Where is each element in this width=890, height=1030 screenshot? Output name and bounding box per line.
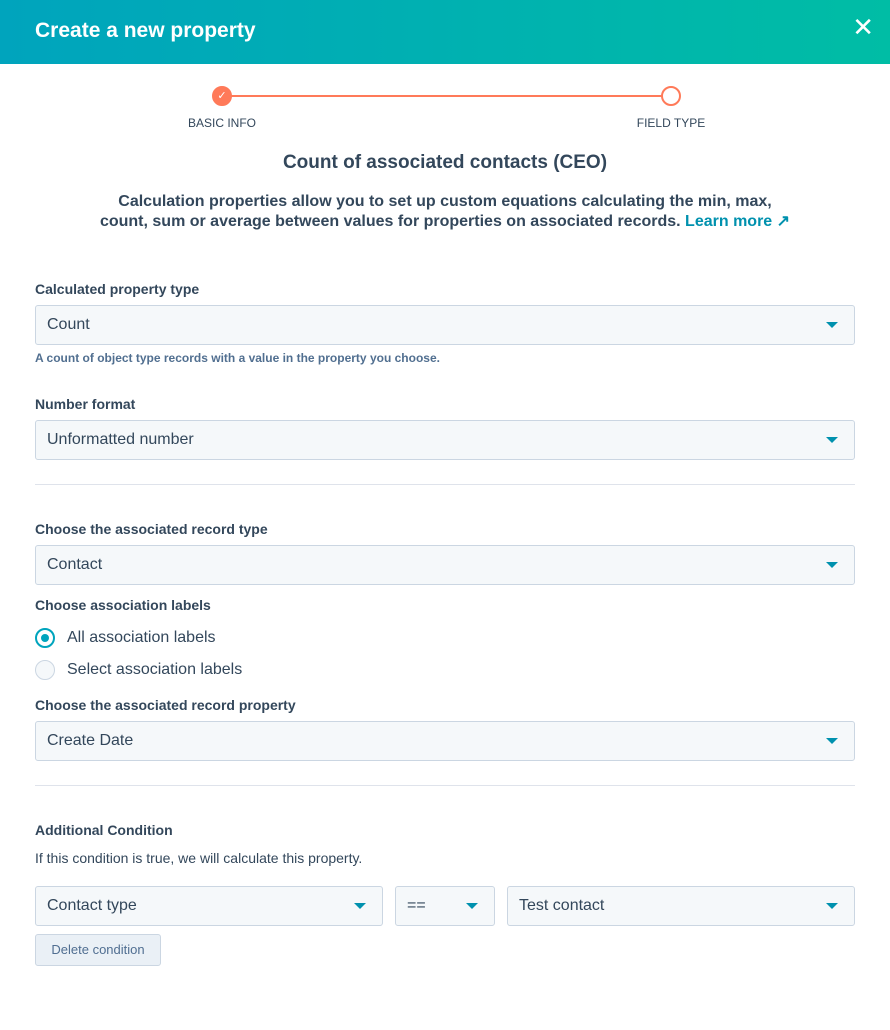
condition-field-value: Contact type xyxy=(47,897,137,914)
calc-type-help: A count of object type records with a value in the property you choose. xyxy=(35,351,440,365)
record-property-value: Create Date xyxy=(47,732,134,749)
description-text: Calculation properties allow you to set up custom equations calculating the min, max, count, sum or average between values for properties on associated records. xyxy=(99,193,772,230)
chevron-down-icon xyxy=(826,562,838,568)
calc-type-value: Count xyxy=(47,316,90,333)
record-type-label: Choose the associated record type xyxy=(35,521,268,537)
radio-all-association-labels[interactable] xyxy=(35,628,216,648)
stepper-line xyxy=(222,95,671,97)
chevron-down-icon xyxy=(826,738,838,744)
condition-text: If this condition is true, we will calculate this property. xyxy=(35,850,363,866)
condition-label: Additional Condition xyxy=(35,822,173,838)
learn-more-text: Learn more xyxy=(685,213,773,230)
description xyxy=(95,192,795,232)
divider xyxy=(35,785,855,786)
record-type-value: Contact xyxy=(47,556,103,573)
divider xyxy=(35,484,855,485)
condition-field-select[interactable] xyxy=(35,886,383,926)
step-circle-icon xyxy=(661,86,681,106)
number-format-label: Number format xyxy=(35,396,136,412)
chevron-down-icon xyxy=(826,437,838,443)
condition-value-select[interactable] xyxy=(507,886,855,926)
record-property-select[interactable] xyxy=(35,721,855,761)
external-link-icon: ↗ xyxy=(776,213,791,230)
step-field-type: FIELD TYPE xyxy=(636,116,706,130)
condition-operator-value: == xyxy=(407,897,426,914)
condition-value-value: Test contact xyxy=(519,897,605,914)
assoc-labels-label: Choose association labels xyxy=(35,597,211,613)
modal-header xyxy=(0,0,890,64)
calc-type-label: Calculated property type xyxy=(35,281,200,297)
step-check-icon: ✓ xyxy=(212,86,232,106)
radio-label: Select association labels xyxy=(67,661,243,678)
chevron-down-icon xyxy=(466,903,478,909)
stepper xyxy=(0,86,890,136)
number-format-select[interactable] xyxy=(35,420,855,460)
record-property-label: Choose the associated record property xyxy=(35,697,296,713)
page-title: Count of associated contacts (CEO) xyxy=(282,152,608,173)
modal-title: Create a new property xyxy=(35,19,256,42)
step-basic-info: BASIC INFO xyxy=(187,116,257,130)
chevron-down-icon xyxy=(354,903,366,909)
radio-unchecked-icon xyxy=(35,660,55,680)
condition-operator-select[interactable] xyxy=(395,886,495,926)
radio-label: All association labels xyxy=(67,629,216,646)
calc-type-select[interactable] xyxy=(35,305,855,345)
number-format-value: Unformatted number xyxy=(47,431,194,448)
close-icon[interactable]: ✕ xyxy=(852,12,874,42)
record-type-select[interactable] xyxy=(35,545,855,585)
radio-checked-icon xyxy=(35,628,55,648)
radio-select-association-labels[interactable] xyxy=(35,660,242,680)
learn-more-link[interactable] xyxy=(685,213,790,230)
chevron-down-icon xyxy=(826,903,838,909)
chevron-down-icon xyxy=(826,322,838,328)
delete-condition-button[interactable]: Delete condition xyxy=(35,934,161,966)
